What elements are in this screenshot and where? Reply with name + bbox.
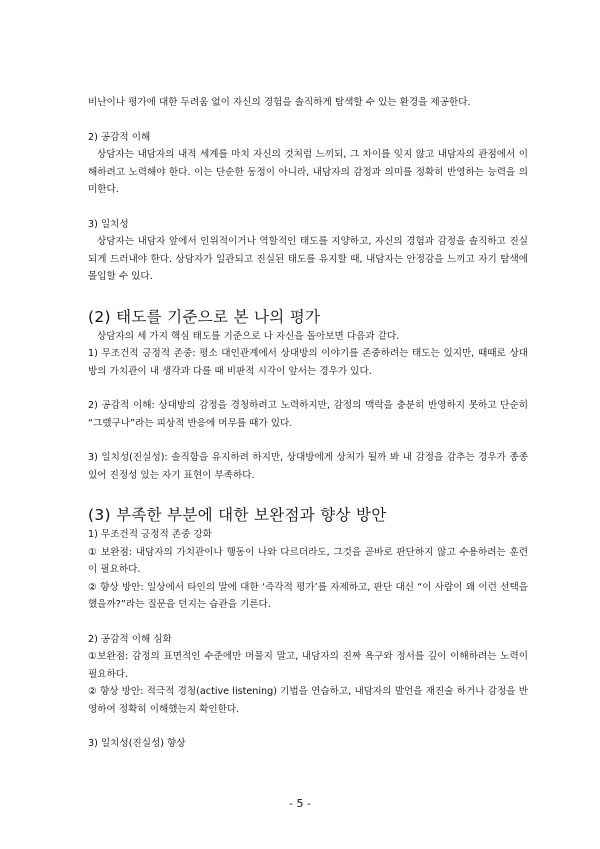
subsection-title-congruence-improve: 3) 일치성(진실성) 향상 [88,738,186,749]
paragraph-empathy-supplement: ①보완점: 감정의 표면적인 수준에만 머물지 말고, 내담자의 진짜 욕구와 정서를 깊이 이해하려는 노력이 필요하다. [88,651,528,680]
subsection-title-respect: 1) 무조건적 긍정적 존중 강화 [88,529,212,540]
paragraph-self-eval-item1: 1) 무조건적 긍정적 존중: 평소 대인관계에서 상대방의 이야기를 존중하려는 태도는 있지만, 때때로 상대방의 가치관이 내 생각과 다를 때 비판적 시각이 앞서는 경우가 있다. [88,348,528,377]
paragraph-respect-supplement: ① 보완점: 내담자의 가치관이나 행동이 나와 다르더라도, 그것을 곧바로 판단하지 않고 수용하려는 훈련이 필요하다. [88,546,528,575]
section-heading-self-evaluation: (2) 태도를 기준으로 본 나의 평가 [88,307,321,326]
section-heading-improvement: (3) 부족한 부분에 대한 보완점과 향상 방안 [88,506,387,524]
paragraph-self-eval-item3: 3) 일치성(진실성): 솔직함을 유지하려 하지만, 상대방에게 상처가 될까 봐 내 감정을 감추는 경우가 종종 있어 진정성 있는 자기 표현이 부족하다. [88,452,528,481]
page-content [88,94,528,753]
paragraph-congruence: 상담자는 내담자 앞에서 인위적이거나 역할적인 태도를 지양하고, 자신의 경험과 감정을 솔직하고 진실되게 드러내야 한다. 상담자가 일관되고 진실된 태도를 유지할 때, 내담자는 안정감을 느끼고 자기 탐색에 몰입할 수 있다. [88,236,528,282]
page-number: - 5 - [289,797,311,810]
subsection-title-empathy-deepen: 2) 공감적 이해 심화 [88,633,172,645]
paragraph-empathy-plan: ② 향상 방안: 적극적 경청(active listening) 기법을 연습하고, 내담자의 발언을 재진술 하거나 감정을 반영하여 정확히 이해했는지 확인한다. [88,686,528,715]
paragraph-self-eval-item2: 2) 공감적 이해: 상대방의 감정을 경청하려고 노력하지만, 감정의 맥락을 충분히 반영하지 못하고 단순히 “그랬구나”라는 피상적 반응에 머무를 때가 있다. [88,400,528,429]
subsection-title-empathy: 2) 공감적 이해 [88,131,151,143]
subsection-title-congruence: 3) 일치성 [88,218,129,230]
paragraph-self-eval-intro: 상담자의 세 가지 핵심 태도를 기준으로 나 자신을 돌아보면 다음과 같다. [97,330,400,342]
paragraph-continuation: 비난이나 평가에 대한 두려움 없이 자신의 경험을 솔직하게 탐색할 수 있는 환경을 제공한다. [88,97,471,108]
paragraph-respect-plan: ② 향상 방안: 일상에서 타인의 말에 대한 ‘즉각적 평가’를 자제하고, 판단 대신 “이 사람이 왜 이런 선택을 했을까?”라는 질문을 던지는 습관을 기른다. [88,581,528,610]
paragraph-empathy: 상담자는 내담자의 내적 세계를 마치 자신의 것처럼 느끼되, 그 차이를 잊지 않고 내담자의 관점에서 이해하려고 노력해야 한다. 이는 단순한 동정이 아니라, 내담자의 감정과 의미를 정확히 반영하는 능력을 의미한다. [88,149,528,195]
